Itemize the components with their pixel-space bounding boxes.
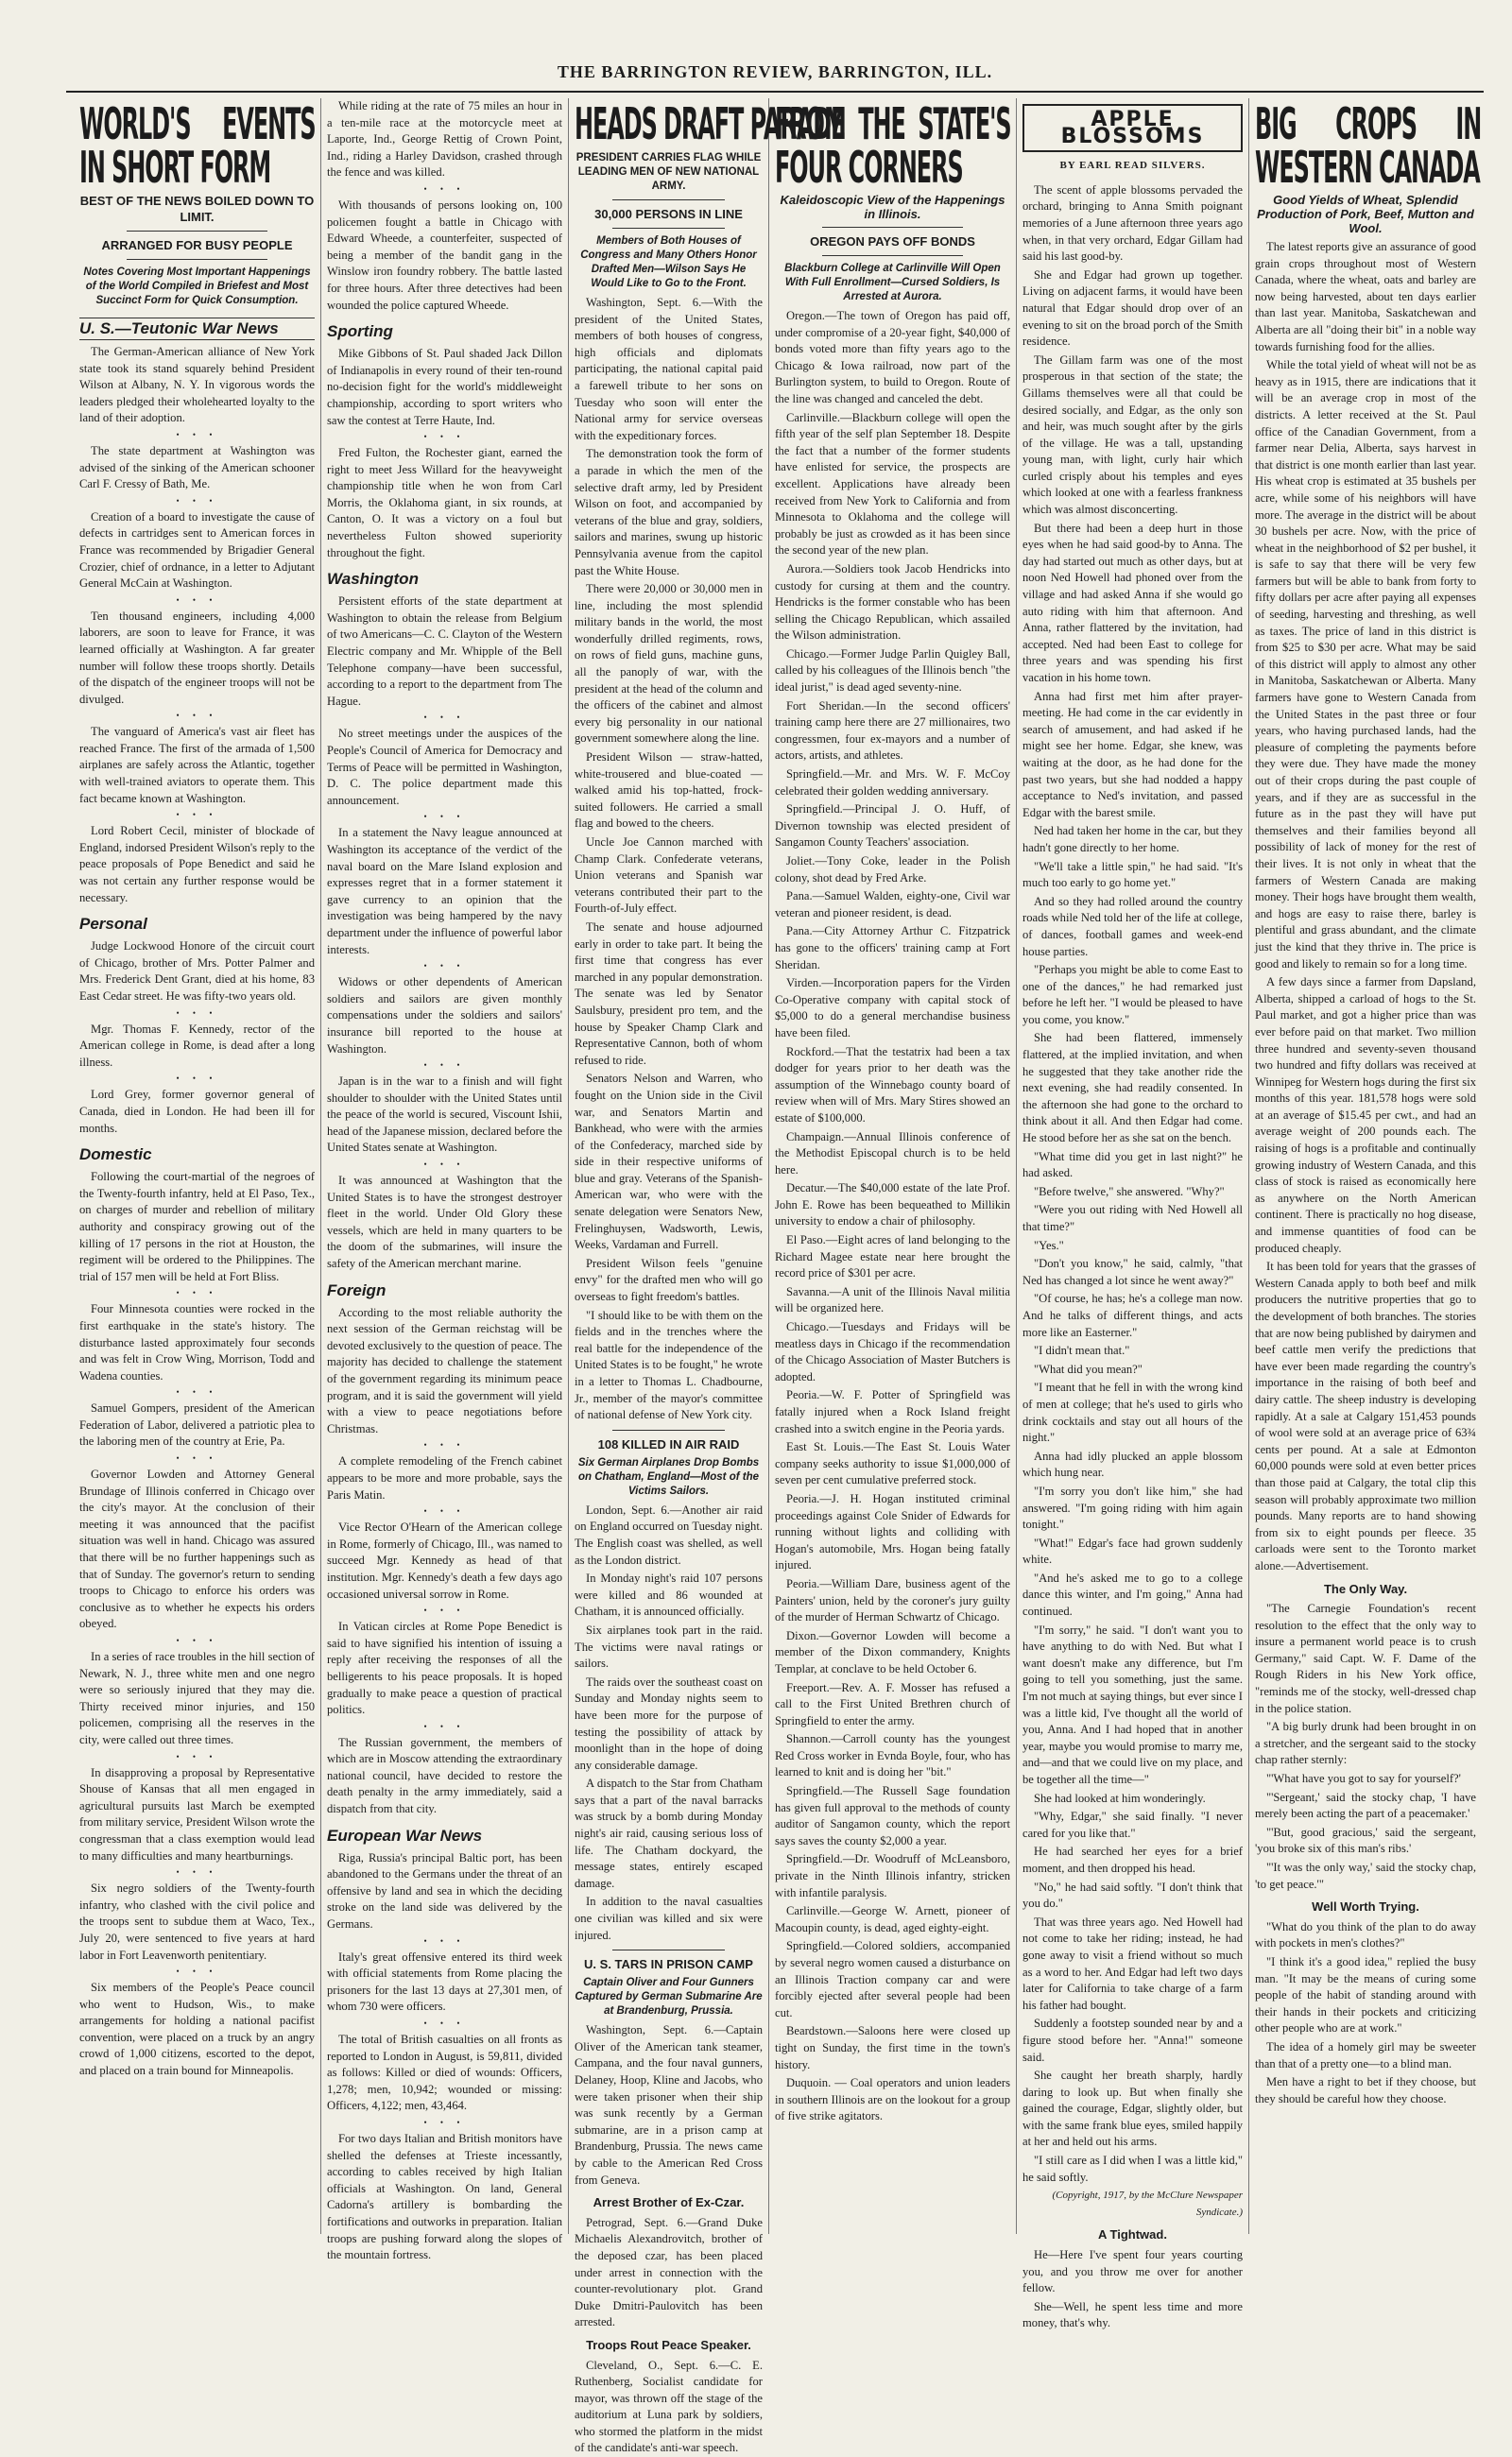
separator-stars: • • • bbox=[327, 431, 562, 443]
paragraph: Cleveland, O., Sept. 6.—C. E. Ruthenberg, Socialist candidate for mayor, was thrown off the stage of the auditorium at Luna park by soldiers, who stormed the platform in the midst of the candidate's anti-war speech. bbox=[575, 2358, 763, 2457]
headline-world-events: WORLD'S EVENTS IN SHORT FORM bbox=[79, 102, 316, 189]
headline-apple-blossoms: APPLE BLOSSOMS bbox=[1022, 104, 1243, 152]
copyright-note: (Copyright, 1917, by the McClure Newspaper Syndicate.) bbox=[1022, 2188, 1243, 2221]
paragraph: "Perhaps you might be able to come East to one of the dances," he had remarked just before he left her. "I would be pleased to have you come, you know." bbox=[1022, 962, 1243, 1028]
deck-oregon-bonds: OREGON PAYS OFF BONDS bbox=[775, 233, 1010, 249]
paragraph: Six negro soldiers of the Twenty-fourth infantry, who clashed with the civil police and the troops sent to subdue them at Waco, Tex., July 20, were sentenced to five years at hard labor in Fort Leavenworth penitentiary. bbox=[79, 1881, 315, 1964]
deck-air-raid: 108 KILLED IN AIR RAID bbox=[575, 1436, 763, 1452]
column-news-continued bbox=[321, 98, 569, 2234]
subhead-ex-czar: Arrest Brother of Ex-Czar. bbox=[575, 2194, 763, 2211]
deck-kaleidoscopic: Kaleidoscopic View of the Happenings in Illinois. bbox=[775, 193, 1010, 221]
paragraph: "'It was the only way,' said the stocky chap, 'to get peace.'" bbox=[1255, 1860, 1476, 1893]
paragraph: The state department at Washington was advised of the sinking of the American schooner Carl F. Cressy of Bath, Me. bbox=[79, 443, 315, 493]
divider bbox=[612, 199, 725, 200]
paragraph: The idea of a homely girl may be sweeter than that of a pretty one—to a blind man. bbox=[1255, 2039, 1476, 2072]
paragraph: Pana.—Samuel Walden, eighty-one, Civil war veteran and pioneer resident, is dead. bbox=[775, 888, 1010, 921]
subhead-well-worth-trying: Well Worth Trying. bbox=[1255, 1899, 1476, 1916]
paragraph: She had been flattered, immensely flattered, at the implied invitation, and when he suggested that they take another ride the next evening, she had readily consented. In the afternoon she had gone to the orchard to think about it all. And then Edgar had come. He stood before her as she sat on the bench. bbox=[1022, 1030, 1243, 1146]
paragraph: Beardstown.—Saloons here were closed up tight on Sunday, the first time in the town's history. bbox=[775, 2023, 1010, 2073]
subhead-only-way: The Only Way. bbox=[1255, 1581, 1476, 1598]
paragraph: Carlinville.—Blackburn college will open the fifth year of the self plan September 18. Despite the fact that a number of the former students have enlisted for service, the prospects are excellent. Applications have already been received from New York to California and from Minnesota to Oklahoma and the college will probably be just as crowded as it has been since the second year of the new plan. bbox=[775, 410, 1010, 559]
paragraph: President Wilson feels "genuine envy" for the drafted men who will go overseas to fight freedom's battles. bbox=[575, 1256, 763, 1306]
paragraph: In disapproving a proposal by Representative Shouse of Kansas that all men engaged in agricultural pursuits last March be exempted from military service, President Wilson wrote the congressman that a class exemption would lead to many difficulties and many heartburnings. bbox=[79, 1765, 315, 1865]
deck-captain-oliver: Captain Oliver and Four Gunners Captured by German Submarine Are at Brandenburg, Prussia. bbox=[575, 1976, 763, 2019]
article-body bbox=[575, 2022, 763, 2189]
paragraph: Peoria.—William Dare, business agent of the Painters' union, held by the coroner's jury guilty of the murder of Herman Schwartz of Chicago. bbox=[775, 1576, 1010, 1626]
paragraph: Widows or other dependents of American soldiers and sailors are given monthly compensations under the soldiers and sailors' insurance bill reported to the house at Washington. bbox=[327, 974, 562, 1057]
article-body bbox=[775, 308, 1010, 2125]
paragraph: Riga, Russia's principal Baltic port, has been abandoned to the Germans under the threat of an offensive by land and sea in which the deciding stroke on the land side was delivered by the Germans. bbox=[327, 1850, 562, 1933]
paragraph: Savanna.—A unit of the Illinois Naval militia will be organized here. bbox=[775, 1284, 1010, 1317]
paragraph: "We'll take a little spin," he had said. "It's much too early to go home yet." bbox=[1022, 859, 1243, 892]
separator-stars: • • • bbox=[79, 495, 315, 507]
divider bbox=[127, 231, 267, 232]
paragraph: Aurora.—Soldiers took Jacob Hendricks into custody for cursing at them and the country. Hendricks is the former constable who has been selling the Chicago Republican, which assailed the Wilson administration. bbox=[775, 561, 1010, 644]
paragraph: Mike Gibbons of St. Paul shaded Jack Dillon of Indianapolis in every round of their ten-round no-decision fight for the world's middleweight championship, according to sport writers who saw the contest at Terre Haute, Ind. bbox=[327, 346, 562, 429]
separator-stars: • • • bbox=[327, 1159, 562, 1171]
separator-stars: • • • bbox=[79, 1635, 315, 1647]
paragraph: In Monday night's raid 107 persons were killed and 86 wounded at Chatham, it is announced officially. bbox=[575, 1571, 763, 1621]
section-body bbox=[79, 344, 315, 906]
paragraph: The vanguard of America's vast air fleet has reached France. The first of the armada of 1,500 airplanes are safely across the Atlantic, together with well-trained aviators to operate them. This fact became known at Washington. bbox=[79, 724, 315, 807]
paragraph: "The Carnegie Foundation's recent resolution to the effect that the only way to insure a permanent world peace is to crush Germany," said Capt. W. F. Dame of the Rough Riders in his New York office, "reminds me of the stocky, well-dressed chap in the police station. bbox=[1255, 1601, 1476, 1717]
paragraph: The total of British casualties on all fronts as reported to London in August, is 59,811, divided as follows: Killed or died of wounds: Officers, 1,278; men, 10,942; wounded or missing: Officers, 4,122; men, 43,464. bbox=[327, 2032, 562, 2115]
paragraph: Champaign.—Annual Illinois conference of the Methodist Episcopal church is to be held here. bbox=[775, 1129, 1010, 1179]
separator-stars: • • • bbox=[79, 429, 315, 441]
paragraph: "'Sergeant,' said the stocky chap, 'I have merely been acting the part of a peacemaker.' bbox=[1255, 1790, 1476, 1823]
paragraph: Oregon.—The town of Oregon has paid off, under compromise of a 20-year fight, $40,000 of bonds voted more than fifty years ago to the Chicago & Iowa railroad, now part of the Burlington system, to build to Oregon. Route of the line was changed and canceled the debt. bbox=[775, 308, 1010, 408]
separator-stars: • • • bbox=[327, 1605, 562, 1617]
paragraph: With thousands of persons looking on, 100 policemen fought a battle in Chicago with Edward Wheede, a counterfeiter, suspected of being a member of the bandit gang in the Winslow iron foundry robbery. The battle lasted for three hours. After three detectives had been wounded the police captured Wheede. bbox=[327, 198, 562, 314]
masthead-title: THE BARRINGTON REVIEW, BARRINGTON, ILL. bbox=[558, 62, 992, 81]
paragraph: "I'm sorry," he said. "I don't want you to have anything to do with Ned. But what I want doesn't make any difference, but I'm going to tell you something, just the same. I'm not much at saying things, but ever since I was a little kid, I've thought all the world of you, Anna. And I had hoped that in another year, maybe you would promise to marry me, and—and that we could live on my place, and be together all the time—" bbox=[1022, 1623, 1243, 1789]
separator-stars: • • • bbox=[79, 809, 315, 821]
separator-stars: • • • bbox=[327, 1721, 562, 1733]
paragraph: Italy's great offensive entered its third week with official statements from Rome placing the prisoners for the last 13 days at 27,301 men, of whom 730 were officers. bbox=[327, 1950, 562, 2016]
byline: BY EARL READ SILVERS. bbox=[1022, 158, 1243, 175]
paragraph: But there had been a deep hurt in those eyes when he had said good-by to Anna. The day had started out much as other days, but at noon Ned Howell had phoned over from the village and had asked Anna if she would go auto riding with him that afternoon. And Anna, rather flattered by the invitation, had accepted. Ned had been East to college for three years and was spending his first vacation in his home town. bbox=[1022, 521, 1243, 687]
section-body bbox=[327, 593, 562, 1272]
separator-stars: • • • bbox=[79, 710, 315, 722]
divider bbox=[822, 255, 963, 256]
paragraph: The scent of apple blossoms pervaded the orchard, bringing to Anna Smith poignant memories of a June afternoon three years ago when, in that very orchard, Edgar Gillam had said his last good-by. bbox=[1022, 182, 1243, 266]
paragraph: Mgr. Thomas F. Kennedy, rector of the American college in Rome, is dead after a long illness. bbox=[79, 1022, 315, 1072]
article-body bbox=[575, 2358, 763, 2457]
masthead bbox=[66, 57, 1484, 93]
paragraph: Anna had idly plucked an apple blossom which hung near. bbox=[1022, 1449, 1243, 1482]
separator-stars: • • • bbox=[79, 1073, 315, 1085]
paragraph: London, Sept. 6.—Another air raid on England occurred on Tuesday night. The English coast was shelled, as well as the London district. bbox=[575, 1503, 763, 1569]
paragraph: In a series of race troubles in the hill section of Newark, N. J., three white men and one negro were so seriously injured that they may die. Thirty received minor injuries, and 150 policemen, comprising all the reserves in the city, were called out three times. bbox=[79, 1649, 315, 1749]
separator-stars: • • • bbox=[79, 1866, 315, 1879]
paragraph: Governor Lowden and Attorney General Brundage of Illinois conferred in Chicago over the city's mayor. At the conclusion of their meeting it was announced that the pacifist situation was well in hand. Chicago was assured that there will be no further happenings such as that of Sunday. The governor's return to sending troops to Chicago to enforce his orders was conclusive as to whether he expects his orders obeyed. bbox=[79, 1467, 315, 1633]
paragraph: Rockford.—That the testatrix had been a tax dodger for years prior to her death was the assumption of the Winnebago county board of review when will of Mrs. Mary Stires showed an estate of $100,000. bbox=[775, 1044, 1010, 1127]
subhead-peace-speaker: Troops Rout Peace Speaker. bbox=[575, 2337, 763, 2354]
paragraph: According to the most reliable authority the next session of the German reichstag will be devoted exclusively to the question of peace. The majority has decided to challenge the statement of the government regarding its minimum peace program, and it is said the government will yield with a view to peace negotiations before Christmas. bbox=[327, 1305, 562, 1438]
paragraph: Six airplanes took part in the raid. The victims were naval ratings or sailors. bbox=[575, 1623, 763, 1673]
headline-draft-parade: HEADS DRAFT PARADE bbox=[575, 102, 672, 147]
column-state-corners bbox=[769, 98, 1017, 2234]
paragraph: The Russian government, the members of which are in Moscow attending the extraordinary national council, have decided to restore the death penalty in the army immediately, said a dispatch from that city. bbox=[327, 1735, 562, 1818]
paragraph: While riding at the rate of 75 miles an hour in a ten-mile race at the motorcycle meet at Laporte, Ind., George Rettig of Crown Point, Ind., riding a Harley Davidson, crashed through the fence and was killed. bbox=[327, 98, 562, 181]
paragraph: Lord Robert Cecil, minister of blockade of England, indorsed President Wilson's reply to the peace proposals of Pope Benedict and said he was not certain any further response would be necessary. bbox=[79, 823, 315, 906]
paragraph: Judge Lockwood Honore of the circuit court of Chicago, brother of Mrs. Potter Palmer and Mrs. Frederick Dent Grant, died at his home, 83 East Cedar street. He was fifty-two years old. bbox=[79, 938, 315, 1005]
paragraph: It was announced at Washington that the United States is to have the strongest destroyer fleet in the world. Under Old Glory these vessels, which are held in many quarters to be the doom of the submarines, will insure the safety of the American merchant marine. bbox=[327, 1173, 562, 1273]
separator-stars: • • • bbox=[327, 183, 562, 196]
article-body bbox=[575, 295, 763, 1424]
paragraph: "Don't you know," he said, calmly, "that Ned has changed a lot since he went away?" bbox=[1022, 1256, 1243, 1289]
paragraph: Springfield.—Colored soldiers, accompanied by several negro women caused a disturbance on an Illinois Traction company car and were forcibly ejected after several people had been cut. bbox=[775, 1938, 1010, 2021]
section-body bbox=[327, 1305, 562, 1818]
paragraph: She and Edgar had grown up together. Living on adjacent farms, it would have been natural that Edgar should drop over of an evening to sit on the broad porch of the Smith residence. bbox=[1022, 267, 1243, 351]
section-sporting: Sporting bbox=[327, 321, 562, 342]
deck-members-congress: Members of Both Houses of Congress and Many Others Honor Drafted Men—Wilson Says He Would Like to Go to the Front. bbox=[575, 234, 763, 291]
separator-stars: • • • bbox=[327, 1439, 562, 1452]
paragraph: Men have a right to bet if they choose, but they should be careful how they choose. bbox=[1255, 2074, 1476, 2107]
paragraph: A complete remodeling of the French cabinet appears to be more and more probable, says the Paris Matin. bbox=[327, 1453, 562, 1503]
paragraph: A dispatch to the Star from Chatham says that a part of the naval barracks was struck by a bomb during Monday night's air raid, causing serious loss of life. The Chatham dockyard, the message states, entirely escaped damage. bbox=[575, 1776, 763, 1892]
paragraph: Virden.—Incorporation papers for the Virden Co-Operative company with capital stock of $5,000 to do a general merchandise business have been filed. bbox=[775, 975, 1010, 1041]
deck-best-of-news: BEST OF THE NEWS BOILED DOWN TO LIMIT. bbox=[79, 193, 315, 225]
paragraph: Ned had taken her home in the car, but they hadn't gone directly to her home. bbox=[1022, 823, 1243, 856]
story-body bbox=[1022, 182, 1243, 2186]
paragraph: No street meetings under the auspices of the People's Council of America for Democracy and Terms of Peace will be permitted in Washington, D. C. The police department made this announcement. bbox=[327, 726, 562, 809]
paragraph: Freeport.—Rev. A. F. Mosser has refused a call to the First United Brethren church of Springfield to enter the army. bbox=[775, 1680, 1010, 1730]
paragraph: Springfield.—Mr. and Mrs. W. F. McCoy celebrated their golden wedding anniversary. bbox=[775, 766, 1010, 799]
paragraph: In a statement the Navy league announced at Washington its acceptance of the verdict of the naval board on the Mare Island explosion and expresses regret that in a former statement it gave currency to an opinion that the investigation was being hampered by the navy department under the influence of powerful labor interests. bbox=[327, 825, 562, 958]
section-foreign: Foreign bbox=[327, 1280, 562, 1301]
deck-german-airplanes: Six German Airplanes Drop Bombs on Chatham, England—Most of the Victims Sailors. bbox=[575, 1456, 763, 1499]
column-draft-parade bbox=[569, 98, 769, 2234]
paragraph: The demonstration took the form of a parade in which the men of the selective draft army, led by President Wilson on foot, and accompanied by veterans of the blue and gray, soldiers, sailors and marines, swung up historic Pennsylvania avenue from the capitol past the White House. bbox=[575, 446, 763, 579]
separator-stars: • • • bbox=[79, 594, 315, 607]
paragraph: Decatur.—The $40,000 estate of the late Prof. John E. Rowe has been bequeathed to Millikin university to endow a chair of philosophy. bbox=[775, 1180, 1010, 1230]
paragraph: "Yes." bbox=[1022, 1238, 1243, 1255]
deck-notes: Notes Covering Most Important Happenings of the World Compiled in Briefest and Most Succinct Form for Quick Consumption. bbox=[79, 266, 315, 308]
story-body bbox=[1022, 2247, 1243, 2332]
article-body bbox=[1255, 1919, 1476, 2108]
paragraph: Samuel Gompers, president of the American Federation of Labor, delivered a patriotic plea to the laboring men of the country at Erie, Pa. bbox=[79, 1400, 315, 1451]
paragraph: Suddenly a footstep sounded near by and a figure stood before her. "Anna!" someone said. bbox=[1022, 2016, 1243, 2066]
section-body bbox=[327, 346, 562, 561]
headline-western-canada: BIG CROPS IN WESTERN CANADA bbox=[1255, 102, 1481, 189]
paragraph: Pana.—City Attorney Arthur C. Fitzpatrick has gone to the officers' training camp at Fort Sheridan. bbox=[775, 923, 1010, 973]
paragraph: "Were you out riding with Ned Howell all that time?" bbox=[1022, 1202, 1243, 1235]
section-war-news: U. S.—Teutonic War News bbox=[79, 318, 315, 340]
paragraph: Duquoin. — Coal operators and union leaders in southern Illinois are on the lookout for a group of five strike agitators. bbox=[775, 2075, 1010, 2125]
paragraph: Chicago.—Former Judge Parlin Quigley Ball, called by his colleagues of the Illinois bench "the ideal jurist," is dead aged seventy-nine. bbox=[775, 646, 1010, 696]
section-washington: Washington bbox=[327, 569, 562, 590]
paragraph: Persistent efforts of the state department at Washington to obtain the release from Belgium of two Americans—C. C. Clayton of the Western Electric company and Mr. Whipple of the Bell Telephone company—have been successful, according to a report to the department from The Hague. bbox=[327, 593, 562, 710]
separator-stars: • • • bbox=[79, 1287, 315, 1299]
section-european-war: European War News bbox=[327, 1826, 562, 1847]
paragraph: Uncle Joe Cannon marched with Champ Clark. Confederate veterans, Union veterans and Spanish war veterans contributed their part to the Fourth-of-July effect. bbox=[575, 834, 763, 918]
deck-blackburn: Blackburn College at Carlinville Will Open With Full Enrollment—Cursed Soldiers, Is Arrested at Aurora. bbox=[775, 262, 1010, 304]
subhead-tightwad: A Tightwad. bbox=[1022, 2226, 1243, 2243]
section-body bbox=[79, 1169, 315, 2080]
paragraph: Carlinville.—George W. Arnett, pioneer of Macoupin county, is dead, aged eighty-eight. bbox=[775, 1903, 1010, 1936]
paragraph: Lord Grey, former governor general of Canada, died in London. He had been ill for months. bbox=[79, 1087, 315, 1137]
deck-busy-people: ARRANGED FOR BUSY PEOPLE bbox=[79, 237, 315, 253]
article-body bbox=[1255, 239, 1476, 1575]
column-western-canada bbox=[1249, 98, 1482, 2234]
paragraph: Dixon.—Governor Lowden will become a member of the Dixon commandery, Knights Templar, at conclave to be held October 6. bbox=[775, 1628, 1010, 1678]
paragraph: Springfield.—Principal J. O. Huff, of Divernon township was elected president of Sangamon County Teachers' association. bbox=[775, 801, 1010, 851]
paragraph: "I meant that he fell in with the wrong kind of men at college; that he's used to girls who drink cocktails and stay out all hours of the night." bbox=[1022, 1380, 1243, 1446]
paragraph: Japan is in the war to a finish and will fight shoulder to shoulder with the United States until the peace of the world is secured, Viscount Ishii, head of the Japanese mission, declared before the United States senate at Washington. bbox=[327, 1074, 562, 1157]
paragraph: Springfield.—Dr. Woodruff of McLeansboro, private in the Ninth Illinois infantry, stricken with infantile paralysis. bbox=[775, 1851, 1010, 1901]
paragraph: The Gillam farm was one of the most prosperous in that section of the state; the Gillams themselves were all that could be desired socially, and Edgar, as the only son and heir, was much sought after by the girls of the village. He was a tall, upstanding young man, with light, curly hair which curled crisply about his temples and eyes which looked at one with a fearless frankness which was almost disconcerting. bbox=[1022, 352, 1243, 519]
article-body bbox=[1255, 1601, 1476, 1893]
paragraph: "I'm sorry you don't like him," she had answered. "I'm going riding with him again tonight." bbox=[1022, 1484, 1243, 1534]
paragraph: Senators Nelson and Warren, who fought on the Union side in the Civil war, and Senators Martin and Bankhead, who were with the armies of the Confederacy, marched side by side in their respective uniforms of blue and gray. Veterans of the Spanish-American war, who were with the senate delegation were Senators New, Frelinghuysen, Wadsworth, Lewis, Weeks, Vardaman and Furrell. bbox=[575, 1071, 763, 1254]
divider bbox=[127, 259, 267, 260]
section-body bbox=[79, 938, 315, 1137]
column-world-events bbox=[74, 98, 321, 2234]
paragraph: "Why, Edgar," she said finally. "I never cared for you like that." bbox=[1022, 1809, 1243, 1842]
paragraph: Peoria.—W. F. Potter of Springfield was fatally injured when a Rock Island freight crashed into a switch engine in the Peoria yards. bbox=[775, 1387, 1010, 1437]
section-domestic: Domestic bbox=[79, 1144, 315, 1165]
paragraph: He—Here I've spent four years courting you, and you throw me over for another fellow. bbox=[1022, 2247, 1243, 2297]
paragraph: In Vatican circles at Rome Pope Benedict is said to have signified his intention of issuing a reply after receiving the responses of all the belligerents to his peace proposals. It is hoped gradually to make peace a question of practical politics. bbox=[327, 1619, 562, 1719]
paragraph: The latest reports give an assurance of good grain crops throughout most of Western Canada, where the wheat, oats and barley are now being harvested, about ten days earlier than last year. Manitoba, Saskatchewan and Alberta are all "doing their bit" in a noble way towards furnishing food for the allies. bbox=[1255, 239, 1476, 355]
paragraph: "I didn't mean that." bbox=[1022, 1343, 1243, 1360]
paragraph: Joliet.—Tony Coke, leader in the Polish colony, shot dead by Fred Arke. bbox=[775, 853, 1010, 886]
deck-president-flag: PRESIDENT CARRIES FLAG WHILE LEADING MEN OF NEW NATIONAL ARMY. bbox=[575, 151, 763, 194]
paragraph: "I should like to be with them on the fields and in the trenches where the real battle for the independence of the United States is to be fought," he wrote in a letter to Thomas L. Chadbourne, Jr., member of the mayor's committee of national defense of New York city. bbox=[575, 1308, 763, 1424]
separator-stars: • • • bbox=[327, 1059, 562, 1072]
separator-stars: • • • bbox=[79, 1007, 315, 1020]
separator-stars: • • • bbox=[327, 712, 562, 724]
paragraph: Shannon.—Carroll county has the youngest Red Cross worker in Evnda Boyle, four, who has learned to knit and is doing her "bit." bbox=[775, 1731, 1010, 1781]
paragraph: Four Minnesota counties were rocked in the first earthquake in the state's history. The disturbance lasted approximately four seconds and was felt in Crow Wing, Morrison, Todd and Wadena counties. bbox=[79, 1301, 315, 1384]
deck-prison-camp: U. S. TARS IN PRISON CAMP bbox=[575, 1956, 763, 1972]
deck-good-yields: Good Yields of Wheat, Splendid Production of Pork, Beef, Mutton and Wool. bbox=[1255, 193, 1476, 235]
paragraph: Chicago.—Tuesdays and Fridays will be meatless days in Chicago if the recommendation of the Chicago Association of Master Butchers is adopted. bbox=[775, 1319, 1010, 1385]
paragraph: He had searched her eyes for a brief moment, and then dropped his head. bbox=[1022, 1844, 1243, 1877]
paragraph: "What did you mean?" bbox=[1022, 1362, 1243, 1379]
paragraph: Fort Sheridan.—In the second officers' training camp here there are 27 millionaires, two congressmen, four ex-mayors and a number of actors, artists, and athletes. bbox=[775, 698, 1010, 765]
paragraph: And so they had rolled around the country roads while Ned told her of the life at college, of dances, football games and week-end house parties. bbox=[1022, 894, 1243, 960]
paragraph: President Wilson — straw-hatted, white-trousered and blue-coated — walked amid his top-hatted, frock-suited followers. He carried a small flag and bowed to the cheers. bbox=[575, 749, 763, 833]
paragraph: "Of course, he has; he's a college man now. And he talks of different things, and acts more like an Easterner." bbox=[1022, 1291, 1243, 1341]
separator-stars: • • • bbox=[327, 1935, 562, 1948]
paragraph: That was three years ago. Ned Howell had not come to take her riding; instead, he had gone away to visit a friend without so much as a word to her. And Edgar had left two days later for California to take charge of a farm his father had bought. bbox=[1022, 1915, 1243, 2015]
article-body bbox=[575, 1503, 763, 1944]
paragraph: "Before twelve," she answered. "Why?" bbox=[1022, 1184, 1243, 1201]
paragraph: "And he's asked me to go to a college dance this winter, and I'm going," Anna had continued. bbox=[1022, 1571, 1243, 1621]
paragraph: While the total yield of wheat will not be as heavy as in 1915, there are indications that it will be an average crop in most of the districts. A letter received at the St. Paul office of the Canadian Government, from a farmer near Delia, Alberta, says harvest in that district is one month earlier than last year. His wheat crop is estimated at 35 bushels per acre, while some of his neighbors will have more. The average in the district will be about 30 bushels per acre. Now, with the price of wheat in the neighborhood of $2 per bushel, it is safe to say that there will be very few farmers but will be able to bank from forty to fifty dollars per acre after paying all expenses of seeding, harvesting and threshing, as well as taxes. The price of land in this district is from $25 to $30 per acre. What may be said of this district will apply to almost any other in Manitoba, Saskatchewan or Alberta. Many farmers have gone to Western Canada from the United States in the past three or four years, who having purchased lands, had the pleasure of completing the payments before they were due. They have made the money out of their crops during the past couple of years, and if they are as successful in the future as in the past they will have put themselves and their families beyond all possibility of lack of money for the rest of their lives. It is not only in wheat that the farmers of Western Canada are making money. Their hogs have brought them wealth, and hogs are easy to raise there, barley is plentiful and grass abundant, and the climate just the kind that they thrive in. The price is good and likely to remain so for a long time. bbox=[1255, 357, 1476, 972]
paragraph: El Paso.—Eight acres of land belonging to the Richard Magee estate near here brought the record price of $301 per acre. bbox=[775, 1232, 1010, 1282]
paragraph: "'But, good gracious,' said the sergeant, 'you broke six of this man's ribs.' bbox=[1255, 1825, 1476, 1858]
paragraph: "What!" Edgar's face had grown suddenly white. bbox=[1022, 1536, 1243, 1569]
paragraph: In addition to the naval casualties one civilian was killed and six were injured. bbox=[575, 1894, 763, 1944]
paragraph: Washington, Sept. 6.—Captain Oliver of the American tank steamer, Campana, and the four naval gunners, Delaney, Hoop, Kline and Jacobs, who were taken prisoner when their ship was sunk recently by a German submarine, are in a prison camp at Brandenburg, Prussia. The news came by cable to the American Red Cross from Geneva. bbox=[575, 2022, 763, 2189]
paragraph: For two days Italian and British monitors have shelled the defenses at Trieste incessantly, according to cables received by high Italian officials at Washington. On land, General Cadorna's artillery is bombarding the fortifications and outworks in preparation. Italian troops are pushing forward along the slopes of the mountain fortress. bbox=[327, 2131, 562, 2264]
section-body bbox=[327, 98, 562, 314]
divider bbox=[612, 228, 725, 229]
paragraph: "I think it's a good idea," replied the busy man. "It may be the means of curing some people of the habit of standing around with their hands in their pockets and criticizing other people who are at work." bbox=[1255, 1954, 1476, 2037]
divider bbox=[822, 227, 963, 228]
paragraph: "'What have you got to say for yourself?' bbox=[1255, 1771, 1476, 1788]
paragraph: Peoria.—J. H. Hogan instituted criminal proceedings against Cole Snider of Edwards for running without lights and colliding with Hogan's automobile, Mrs. Hogan being fatally injured. bbox=[775, 1491, 1010, 1574]
separator-stars: • • • bbox=[327, 1505, 562, 1518]
paragraph: Creation of a board to investigate the cause of defects in cartridges sent to American forces in France was recommended by Brigadier General Crozier, chief of ordnance, in a letter to Adjutant General McCain at Washington. bbox=[79, 509, 315, 593]
paragraph: Six members of the People's Peace council who went to Hudson, Wis., to make arrangements for holding a national pacifist convention, were placed on a truck by an angry crowd of 1,000 citizens, escorted to the depot, and placed on a train bound for Minneapolis. bbox=[79, 1980, 315, 2080]
paragraph: She had looked at him wonderingly. bbox=[1022, 1791, 1243, 1808]
separator-stars: • • • bbox=[79, 1966, 315, 1978]
paragraph: Following the court-martial of the negroes of the Twenty-fourth infantry, held at El Paso, Tex., on charges of murder and rebellion of military authority and conspiracy growing out of the killing of 17 persons in the riot at Houston, the regiment will be ordered to the Philippines. The trial of 157 men will be held at Fort Bliss. bbox=[79, 1169, 315, 1285]
paragraph: East St. Louis.—The East St. Louis Water company seeks authority to issue $1,000,000 of seven per cent cumulative preferred stock. bbox=[775, 1439, 1010, 1489]
headline-state-corners: FROM THE STATE'S FOUR CORNERS bbox=[775, 102, 1011, 189]
paragraph: "A big burly drunk had been brought in on a stretcher, and the sergeant said to the stocky chap rather sternly: bbox=[1255, 1719, 1476, 1769]
paragraph: "What do you think of the plan to do away with pockets in men's clothes?" bbox=[1255, 1919, 1476, 1952]
divider bbox=[612, 1430, 725, 1431]
paragraph: Fred Fulton, the Rochester giant, earned the right to meet Jess Willard for the heavyweight championship title when he won from Carl Morris, the Oklahoma giant, in six rounds, at Canton, O. It was a victory on a foul but nevertheless Fulton showed superiority throughout the fight. bbox=[327, 445, 562, 561]
paragraph: She—Well, he spent less time and more money, that's why. bbox=[1022, 2299, 1243, 2332]
paragraph: Petrograd, Sept. 6.—Grand Duke Michaelis Alexandrovitch, brother of the deposed czar, has been placed under arrest in connection with the counter-revolutionary plot. Grand Duke Dmitri-Paulovitch has been arrested. bbox=[575, 2215, 763, 2331]
article-body bbox=[575, 2215, 763, 2331]
paragraph: "No," he had said softly. "I don't think that you do." bbox=[1022, 1880, 1243, 1913]
deck-persons-in-line: 30,000 PERSONS IN LINE bbox=[575, 206, 763, 222]
column-apple-blossoms bbox=[1017, 98, 1249, 2234]
separator-stars: • • • bbox=[79, 1751, 315, 1763]
separator-stars: • • • bbox=[79, 1452, 315, 1465]
paragraph: A few days since a farmer from Dapsland, Alberta, shipped a carload of hogs to the St. Paul market, and got a higher price than was ever before paid on that market. Two million three hundred and seventy-seven thousand two hundred and fifty dollars was received at Winnipeg for Western hogs during the first six months of this year. 181,578 hogs were sold at an average of $15.45 per cwt., and had an average weight of 200 pounds each. The raising of hogs is a profitable and continually growing industry of Western Canada, and this class of stock is raised as economically here as anywhere on the North American continent. There is practically no hog disease, and immense quantities of food can be produced cheaply. bbox=[1255, 974, 1476, 1257]
paragraph: "What time did you get in last night?" he had asked. bbox=[1022, 1149, 1243, 1182]
paragraph: Springfield.—The Russell Sage foundation has given full approval to the methods of county auditor of Sangamon county, which the report says saves the county $2,000 a year. bbox=[775, 1783, 1010, 1849]
paragraph: "I still care as I did when I was a little kid," he said softly. bbox=[1022, 2153, 1243, 2186]
section-personal: Personal bbox=[79, 914, 315, 935]
section-body bbox=[327, 1850, 562, 2264]
paragraph: The German-American alliance of New York state took its stand squarely behind President Wilson at Albany, N. Y. In vigorous words the leaders pledged their wholehearted loyalty to the land of their adoption. bbox=[79, 344, 315, 427]
separator-stars: • • • bbox=[327, 2018, 562, 2030]
separator-stars: • • • bbox=[79, 1386, 315, 1399]
paragraph: Vice Rector O'Hearn of the American college in Rome, formerly of Chicago, Ill., was named to succeed Mgr. Kennedy as head of that institution. Mgr. Kennedy's death a few days ago occasioned universal sorrow in Rome. bbox=[327, 1520, 562, 1603]
paragraph: It has been told for years that the grasses of Western Canada apply to both beef and milk producers the nutritive properties that go to the development of both branches. The stories that are now being published by dairymen and beef cattle men verify the predictions that have ever been made regarding the country's importance in the raising of both beef and dairy cattle. The sheep industry is developing rapidly. At a sale at Calgary 151,453 pounds of wool were sold at an average price of 63¾ cents per pound. At a sale at Edmonton 60,000 pounds were sold at even better prices than those paid at Calgary, the total clip this season will probably approximate two million pounds. Many reports are to hand showing from six to eight pounds per fleece. 35 carloads were sent to the Toronto market alone.—Advertisement. bbox=[1255, 1259, 1476, 1574]
paragraph: She caught her breath sharply, hardly daring to look up. But when finally she gained the courage, Edgar, slightly older, but with the same frank blue eyes, smiled happily at her and held out his arms. bbox=[1022, 2068, 1243, 2151]
separator-stars: • • • bbox=[327, 811, 562, 823]
paragraph: The raids over the southeast coast on Sunday and Monday nights seem to have been more for the purpose of testing the possibility of attack by moonlight than in the hope of doing any considerable damage. bbox=[575, 1675, 763, 1775]
paragraph: There were 20,000 or 30,000 men in line, including the most splendid military bands in the world, the most wonderfully drilled regiments, rows, on rows of field guns, machine guns, all the panoply of war, with the president at the head of the column and the officers of the cabinet and almost every big personality in our national government somewhere along the line. bbox=[575, 581, 763, 747]
paragraph: The senate and house adjourned early in order to take part. It being the first time that congress has ever marched in any popular demonstration. The senate was led by Senator Saulsbury, president pro tem, and the house by Speaker Champ Clark and Representative Cannon, both of whom refused to ride. bbox=[575, 919, 763, 1069]
paragraph: Ten thousand engineers, including 4,000 laborers, are soon to leave for France, it was learned officially at Washington. A far greater number will follow these troops shortly. Details of the dispatch of the engineer troops will not be divulged. bbox=[79, 609, 315, 709]
paragraph: Washington, Sept. 6.—With the president of the United States, members of both houses of congress, high officials and diplomats participating, the national capital paid a farewell tribute to her sons on Tuesday who soon will enter the National army for service overseas with the expeditionary forces. bbox=[575, 295, 763, 444]
separator-stars: • • • bbox=[327, 2117, 562, 2129]
paragraph: Anna had first met him after prayer-meeting. He had come in the car evidently in search of amusement, and had asked if he might see her home. Edgar, she knew, was waiting at the door, as he had done for the past two years, but she had nodded a happy acceptance to Ned's invitation, and passed Edgar with the barest smile. bbox=[1022, 689, 1243, 822]
separator-stars: • • • bbox=[327, 960, 562, 972]
